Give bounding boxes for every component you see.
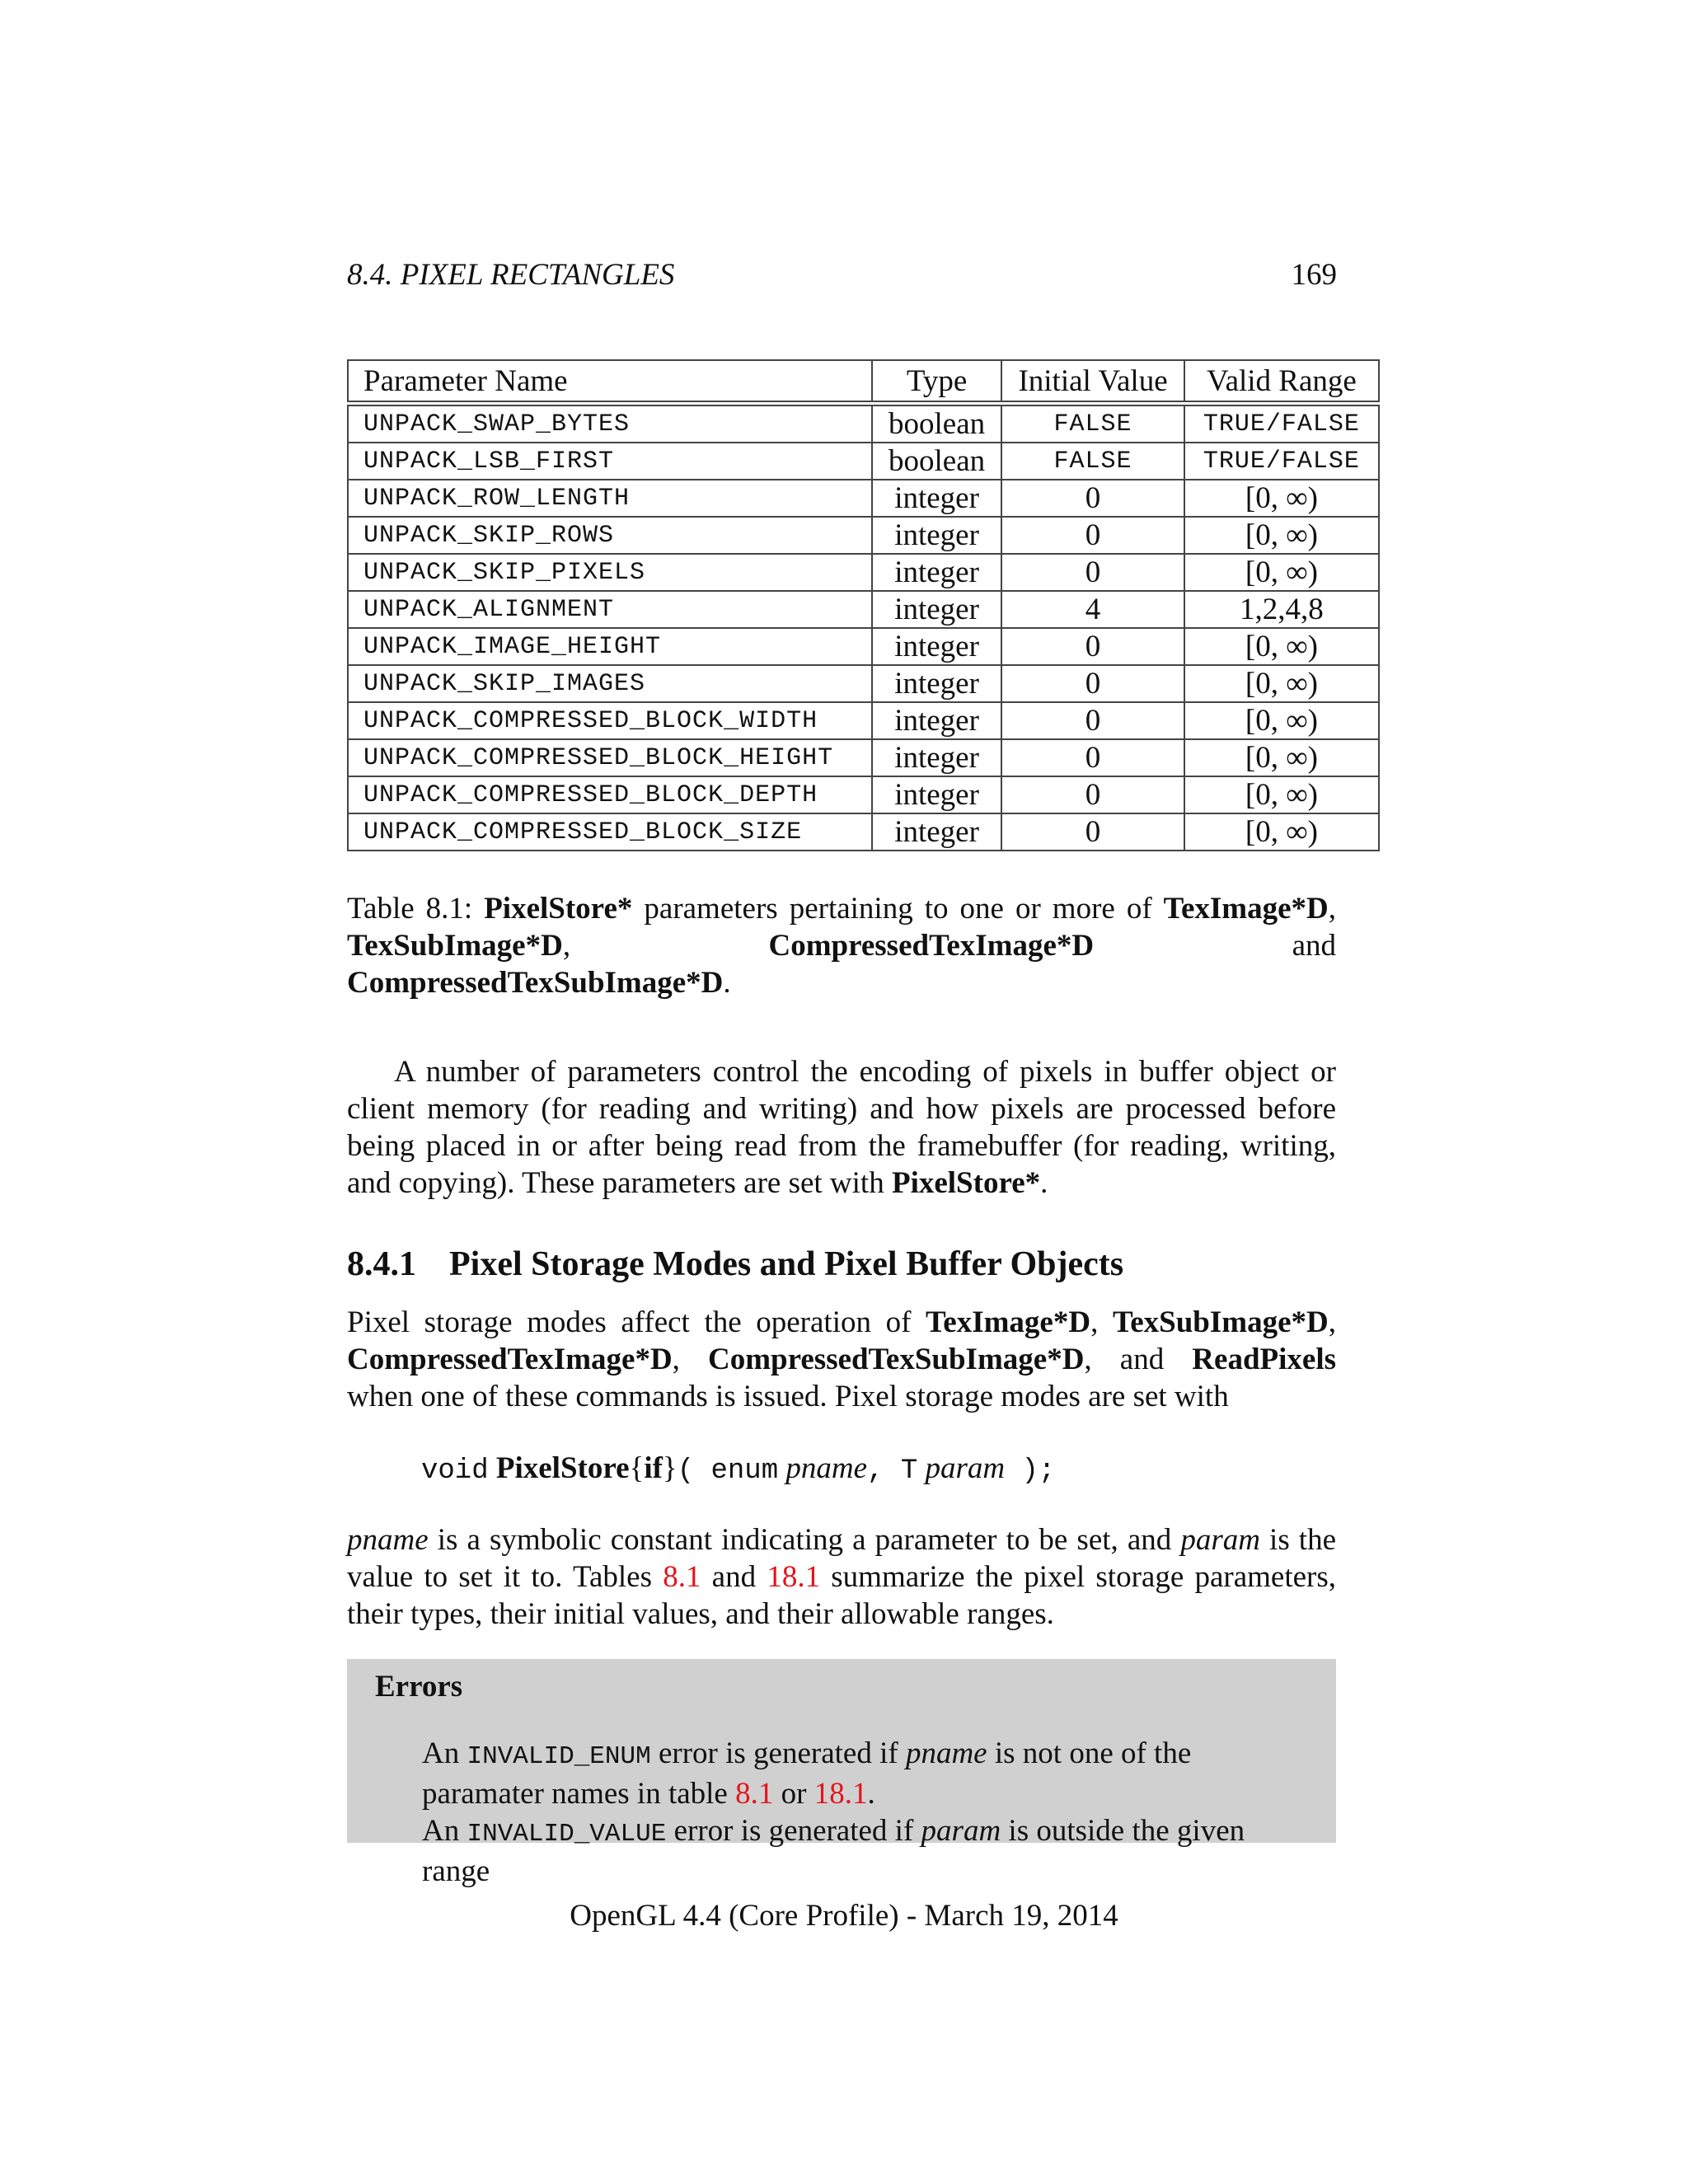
error-text: is outside the given range xyxy=(422,1814,1245,1888)
brace-open: { xyxy=(629,1451,645,1485)
parameter-name-cell: UNPACK_COMPRESSED_BLOCK_DEPTH xyxy=(348,776,872,813)
return-type: void xyxy=(421,1455,489,1487)
initial-value-cell: 0 xyxy=(1001,702,1184,739)
paren-close: ); xyxy=(1005,1455,1056,1487)
error-text: error is generated if xyxy=(666,1814,921,1848)
table-link-18-1[interactable]: 18.1 xyxy=(814,1777,868,1811)
table-row xyxy=(348,813,1379,851)
function-suffix: if xyxy=(644,1451,663,1485)
valid-range-cell: 1,2,4,8 xyxy=(1184,591,1379,628)
paragraph-text: summarize the pixel storage parameters, their types, their initial values, and their allowable ranges. xyxy=(347,1560,1336,1631)
type-cell: integer xyxy=(872,813,1001,851)
storage-modes-paragraph xyxy=(347,1304,1336,1415)
valid-range-cell: TRUE/FALSE xyxy=(1184,404,1379,443)
caption-text: and xyxy=(1094,929,1336,963)
caption-label: Table 8.1: xyxy=(347,892,473,926)
caption-text: . xyxy=(723,966,731,1000)
command-ref: ReadPixels xyxy=(1192,1343,1336,1376)
error-code: INVALID_ENUM xyxy=(467,1742,651,1771)
page-footer: OpenGL 4.4 (Core Profile) - March 19, 2014 xyxy=(570,1899,1118,1933)
valid-range-cell: [0, ∞) xyxy=(1184,739,1379,776)
arg2-type: T xyxy=(900,1455,918,1487)
errors-title: Errors xyxy=(375,1670,463,1704)
function-signature xyxy=(421,1451,1055,1487)
paragraph-text: , xyxy=(672,1343,709,1376)
column-header-parameter-name: Parameter Name xyxy=(348,360,872,404)
type-cell: integer xyxy=(872,665,1001,702)
error-code: INVALID_VALUE xyxy=(467,1820,667,1849)
valid-range-cell: [0, ∞) xyxy=(1184,628,1379,665)
table-row xyxy=(348,554,1379,591)
paragraph-text: , and xyxy=(1084,1343,1193,1376)
caption-text: parameters pertaining to one or more of xyxy=(632,892,1164,926)
valid-range-cell: [0, ∞) xyxy=(1184,813,1379,851)
type-cell: integer xyxy=(872,554,1001,591)
column-header-initial-value: Initial Value xyxy=(1001,360,1184,404)
caption-command: CompressedTexImage*D xyxy=(768,929,1095,963)
arg-ref: param xyxy=(921,1814,1001,1848)
errors-text xyxy=(375,1735,1311,1890)
table-row xyxy=(348,665,1379,702)
initial-value-cell: FALSE xyxy=(1001,443,1184,480)
intro-command: PixelStore* xyxy=(891,1166,1041,1200)
command-ref: CompressedTexImage*D xyxy=(347,1343,673,1376)
section-number: 8.4.1 xyxy=(347,1245,416,1283)
valid-range-cell: [0, ∞) xyxy=(1184,665,1379,702)
column-header-valid-range: Valid Range xyxy=(1184,360,1379,404)
initial-value-cell: 0 xyxy=(1001,517,1184,554)
table-row xyxy=(348,443,1379,480)
table-row xyxy=(348,628,1379,665)
table-caption xyxy=(347,890,1336,1001)
valid-range-cell: [0, ∞) xyxy=(1184,517,1379,554)
table-row xyxy=(348,517,1379,554)
table-row xyxy=(348,480,1379,517)
arg1-name: pname xyxy=(785,1451,868,1485)
section-title: Pixel Storage Modes and Pixel Buffer Objects xyxy=(449,1245,1124,1283)
page-number: 169 xyxy=(1291,258,1337,292)
caption-text: , xyxy=(1328,892,1336,926)
valid-range-cell: [0, ∞) xyxy=(1184,702,1379,739)
parameter-name-cell: UNPACK_SKIP_ROWS xyxy=(348,517,872,554)
paragraph-text: when one of these commands is issued. Pixel storage modes are set with xyxy=(347,1380,1229,1413)
caption-command: TexSubImage*D xyxy=(347,929,563,963)
initial-value-cell: 0 xyxy=(1001,813,1184,851)
parameter-name-cell: UNPACK_SKIP_PIXELS xyxy=(348,554,872,591)
command-ref: TexSubImage*D xyxy=(1112,1305,1329,1339)
brace-close: } xyxy=(662,1451,678,1485)
errors-box xyxy=(347,1659,1336,1888)
function-name: PixelStore xyxy=(495,1451,630,1485)
valid-range-cell: [0, ∞) xyxy=(1184,554,1379,591)
paragraph-text: , xyxy=(1090,1305,1113,1339)
caption-text: , xyxy=(562,929,769,963)
paragraph-text: and xyxy=(701,1560,767,1594)
parameter-name-cell: UNPACK_SWAP_BYTES xyxy=(348,404,872,443)
type-cell: boolean xyxy=(872,443,1001,480)
error-item xyxy=(375,1812,1311,1890)
parameter-name-cell: UNPACK_ROW_LENGTH xyxy=(348,480,872,517)
paren-open: ( xyxy=(677,1455,711,1487)
paragraph-text: is a symbolic constant indicating a parameter to be set, and xyxy=(428,1523,1181,1557)
initial-value-cell: 0 xyxy=(1001,628,1184,665)
error-text: An xyxy=(422,1736,467,1770)
type-cell: integer xyxy=(872,739,1001,776)
caption-command: CompressedTexSubImage*D xyxy=(347,966,724,1000)
arg-ref: pname xyxy=(905,1736,987,1770)
intro-end: . xyxy=(1040,1166,1048,1200)
error-item xyxy=(375,1735,1311,1812)
paragraph-text: is the value to set it to. Tables xyxy=(347,1523,1336,1594)
valid-range-cell: [0, ∞) xyxy=(1184,480,1379,517)
paragraph-text: , xyxy=(1328,1305,1336,1339)
initial-value-cell: 0 xyxy=(1001,554,1184,591)
arg-ref: pname xyxy=(347,1523,429,1557)
parameter-name-cell: UNPACK_COMPRESSED_BLOCK_WIDTH xyxy=(348,702,872,739)
table-body xyxy=(348,404,1379,851)
type-cell: integer xyxy=(872,702,1001,739)
parameter-name-cell: UNPACK_COMPRESSED_BLOCK_HEIGHT xyxy=(348,739,872,776)
caption-command: PixelStore* xyxy=(484,892,633,926)
error-text: or xyxy=(773,1777,814,1811)
arg2-name: param xyxy=(925,1451,1006,1485)
intro-paragraph xyxy=(347,1053,1336,1202)
type-cell: integer xyxy=(872,628,1001,665)
parameter-name-cell: UNPACK_ALIGNMENT xyxy=(348,591,872,628)
parameter-name-cell: UNPACK_LSB_FIRST xyxy=(348,443,872,480)
initial-value-cell: 0 xyxy=(1001,776,1184,813)
parameter-name-cell: UNPACK_COMPRESSED_BLOCK_SIZE xyxy=(348,813,872,851)
type-cell: integer xyxy=(872,591,1001,628)
parameter-name-cell: UNPACK_IMAGE_HEIGHT xyxy=(348,628,872,665)
table-link-8-1[interactable]: 8.1 xyxy=(735,1777,774,1811)
initial-value-cell: FALSE xyxy=(1001,404,1184,443)
valid-range-cell: TRUE/FALSE xyxy=(1184,443,1379,480)
command-ref: TexImage*D xyxy=(926,1305,1091,1339)
paragraph-text: Pixel storage modes affect the operation of xyxy=(347,1305,926,1339)
table-row xyxy=(348,702,1379,739)
parameter-name-cell: UNPACK_SKIP_IMAGES xyxy=(348,665,872,702)
error-text: . xyxy=(867,1777,875,1811)
error-text: is not one of the paramater names in table xyxy=(422,1736,1192,1811)
initial-value-cell: 0 xyxy=(1001,739,1184,776)
section-heading xyxy=(347,1244,1336,1284)
table-row xyxy=(348,591,1379,628)
initial-value-cell: 0 xyxy=(1001,665,1184,702)
intro-text: A number of parameters control the encoding of pixels in buffer object or client memory (for reading and writing) and how pixels are processed before being placed in or after being read from the framebuffer (for reading, writing, and copying). These parameters are set with xyxy=(347,1055,1336,1200)
type-cell: integer xyxy=(872,517,1001,554)
running-header: 8.4. PIXEL RECTANGLES xyxy=(347,258,675,292)
pixelstore-parameters-table xyxy=(347,359,1380,851)
table-link-8-1[interactable]: 8.1 xyxy=(663,1560,701,1594)
initial-value-cell: 0 xyxy=(1001,480,1184,517)
comma: , xyxy=(867,1455,901,1487)
caption-command: TexImage*D xyxy=(1163,892,1329,926)
explanation-paragraph xyxy=(347,1521,1336,1633)
command-ref: CompressedTexSubImage*D xyxy=(708,1343,1085,1376)
table-link-18-1[interactable]: 18.1 xyxy=(767,1560,821,1594)
table-row xyxy=(348,739,1379,776)
table-row xyxy=(348,776,1379,813)
initial-value-cell: 4 xyxy=(1001,591,1184,628)
type-cell: boolean xyxy=(872,404,1001,443)
valid-range-cell: [0, ∞) xyxy=(1184,776,1379,813)
error-text: error is generated if xyxy=(650,1736,906,1770)
arg-ref: param xyxy=(1180,1523,1260,1557)
arg1-type: enum xyxy=(710,1455,779,1487)
error-text: An xyxy=(422,1814,467,1848)
table-row xyxy=(348,404,1379,443)
type-cell: integer xyxy=(872,480,1001,517)
type-cell: integer xyxy=(872,776,1001,813)
table-header-row xyxy=(348,360,1379,404)
column-header-type: Type xyxy=(872,360,1001,404)
